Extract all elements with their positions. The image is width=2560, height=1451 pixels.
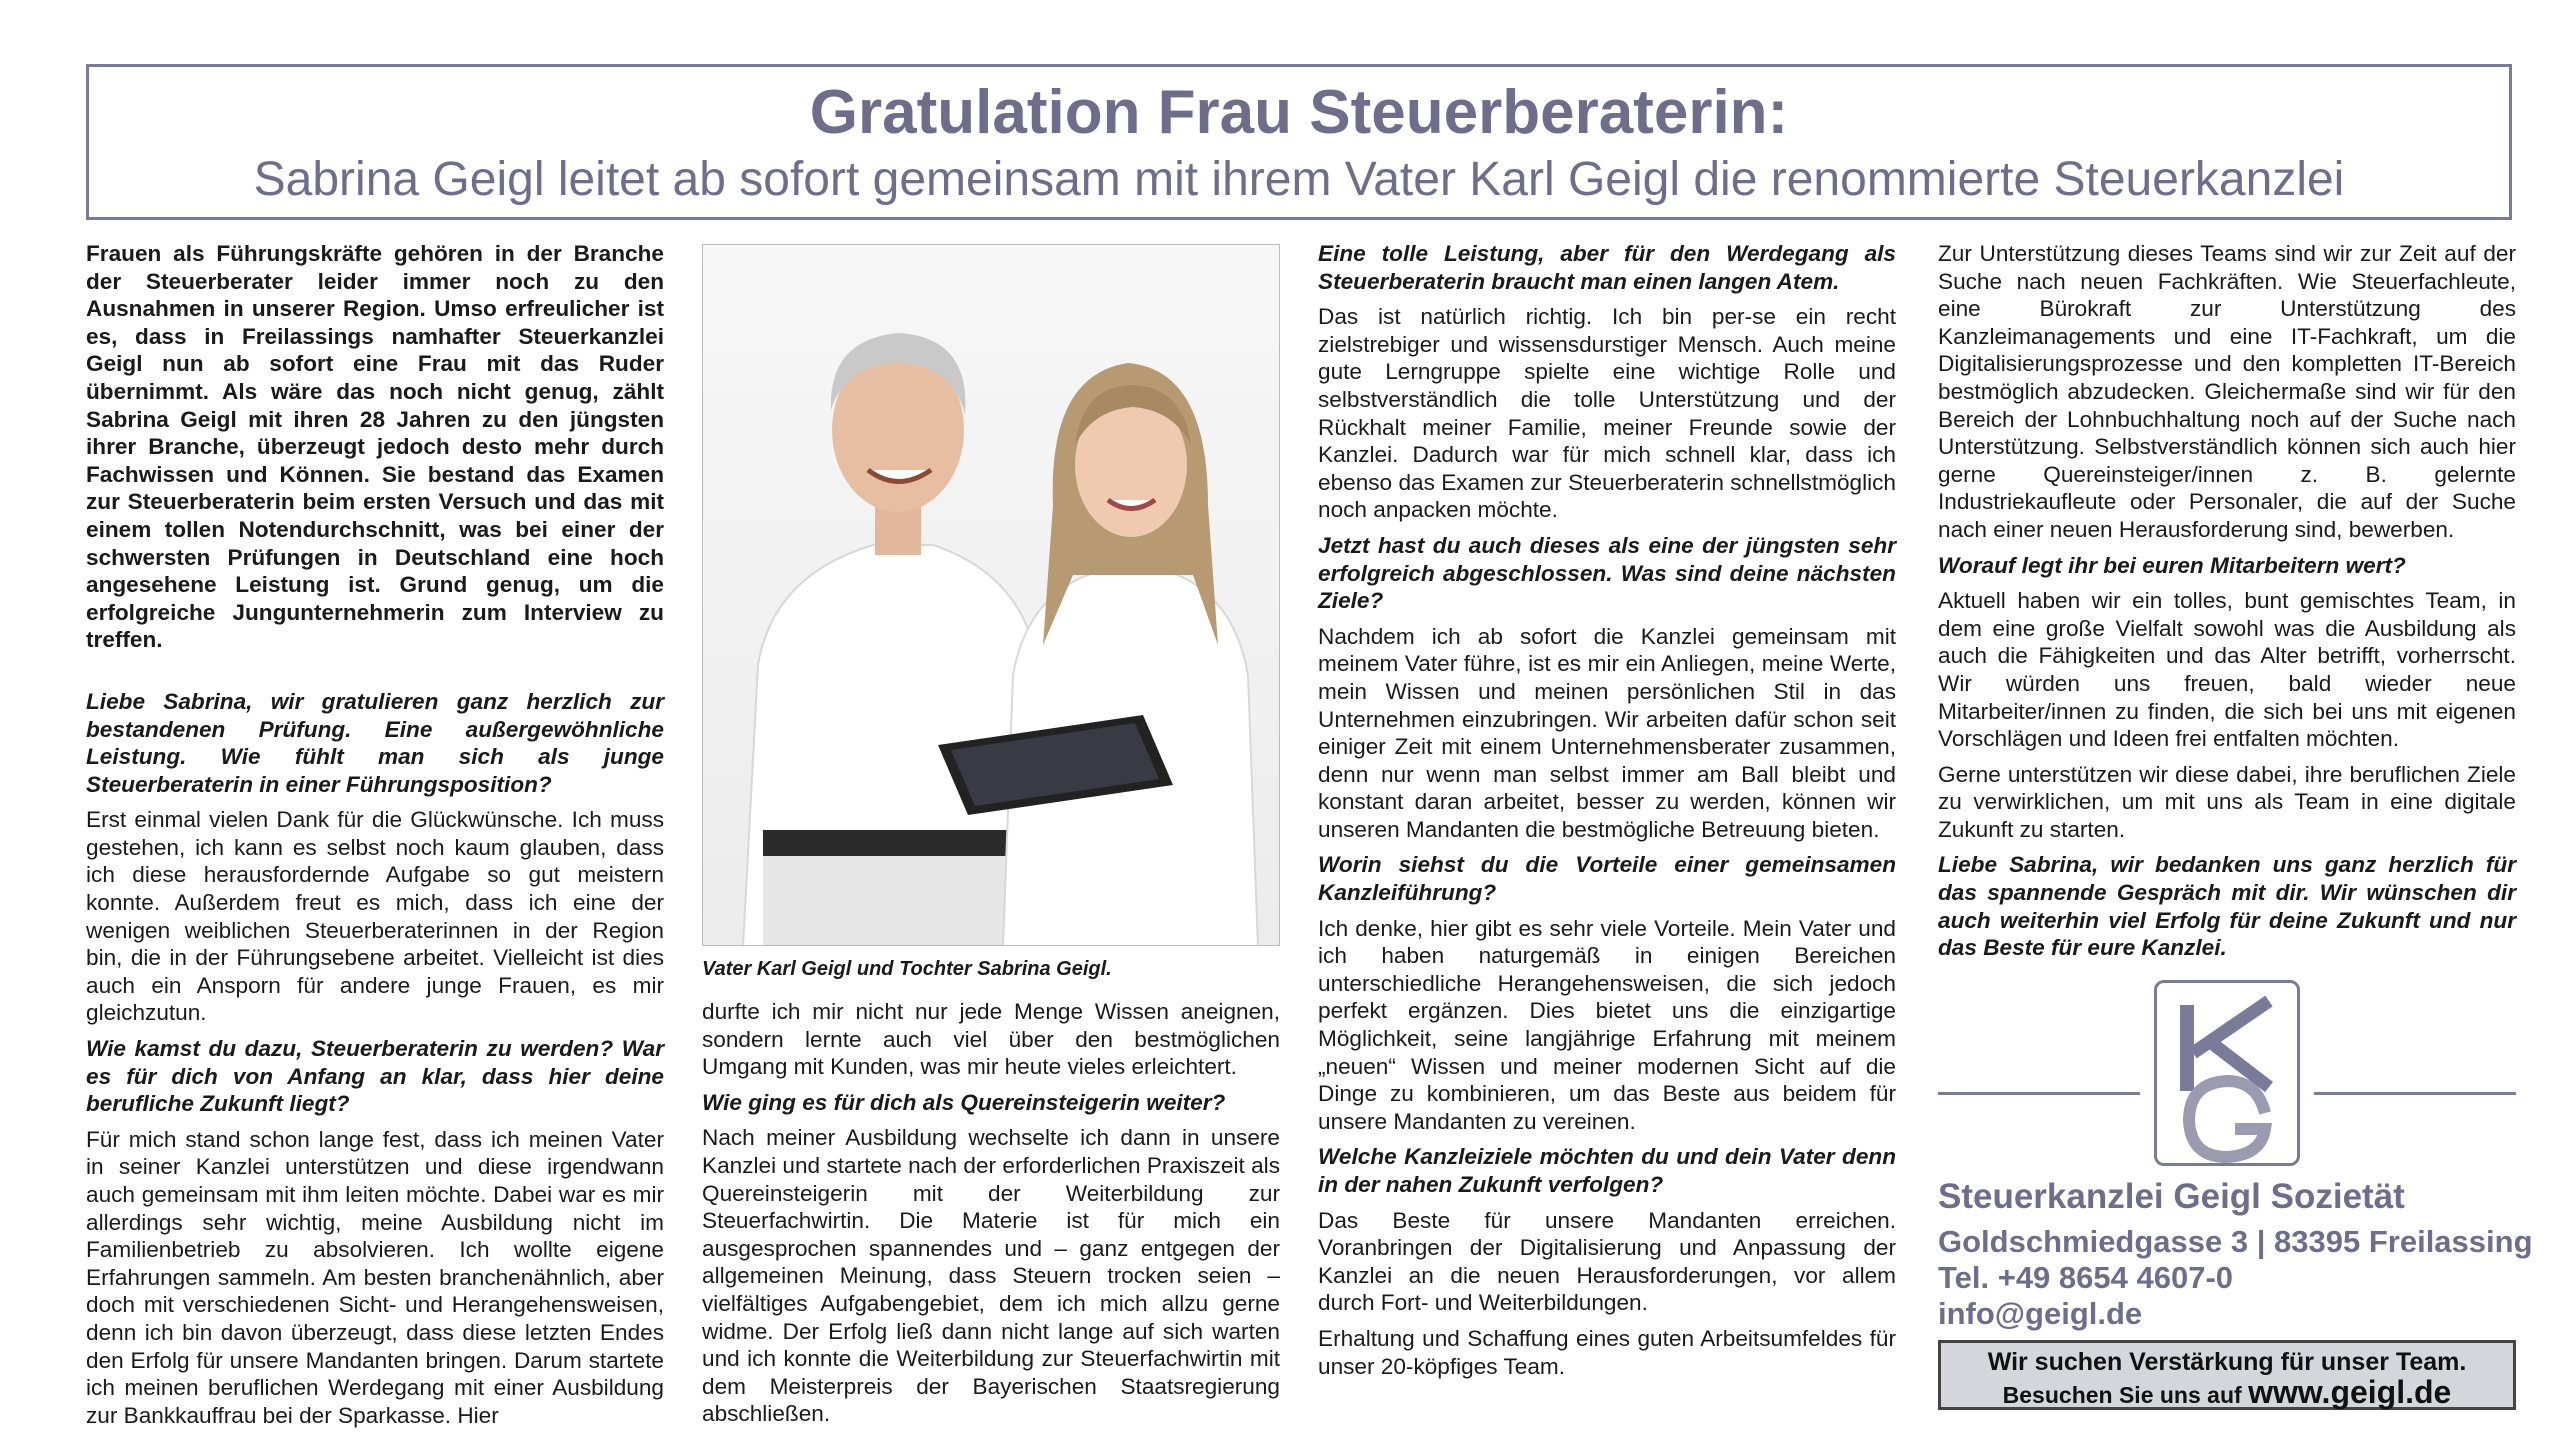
- interview-question: Worauf legt ihr bei euren Mitarbeitern wert?: [1938, 552, 2406, 578]
- interview-question: Eine tolle Leistung, aber für den Werdegang als Steuerberaterin braucht man einen langen Atem.: [1318, 241, 1896, 294]
- article-subtitle: Sabrina Geigl leitet ab sofort gemeinsam mit ihrem Vater Karl Geigl die renommierte Steuerkanzlei: [253, 153, 2345, 206]
- interview-question: Wie kamst du dazu, Steuerberaterin zu werden? War es für dich von Anfang an klar, dass hier deine berufliche Zukunft liegt?: [86, 1036, 664, 1117]
- interview-answer: Gerne unterstützen wir diese dabei, ihre beruflichen Ziele zu verwirklichen, um mit uns als Team in eine digitale Zukunft zu starten.: [1938, 761, 2516, 842]
- interview-answer: Ich denke, hier gibt es sehr viele Vorteile. Mein Vater und ich haben naturgemäß in einigen Bereichen unterschiedliche Herangehensweisen, die sich jedoch perfekt ergänzen. Dies bietet uns die einzigartige Möglichkeit, seine langjährige Erfahrung mit meinem „neuen“ Wissen und meiner modernen Sicht auf die Dinge zu kombinieren, um das Beste aus beidem für unsere Mandanten zu vereinen.: [1318, 915, 1896, 1134]
- logo-divider-right: [2314, 1092, 2516, 1095]
- interview-answer: Erhaltung und Schaffung eines guten Arbeitsumfeldes für unser 20-köpfiges Team.: [1318, 1325, 1896, 1379]
- interview-answer: Zur Unterstützung dieses Teams sind wir zur Zeit auf der Suche nach neuen Fachkräften. Wie Steuerfachleute, eine Bürokraft zur Unterstützung des Kanzleimanagements und eine IT-Fachkraft, um die Digitalisierungsprozesse und den kompletten IT-Bereich bestmöglich abzudecken. Gleichermaße sind wir für den Bereich der Lohnbuchhaltung noch auf der Suche nach Unterstützung. Selbstverständlich können sich auch hier gerne Quereinsteiger/innen z. B. gelernte Industriekaufleute oder Personaler, die auf der Suche nach einer neuen Herausforderung sind, bewerben.: [1938, 241, 2516, 542]
- interview-answer: Aktuell haben wir ein tolles, bunt gemischtes Team, in dem eine große Vielfalt sowohl was die Ausbildung als auch die Fähigkeiten und das Alter betrifft, vorherrscht. Wir würden uns freuen, bald wieder neue Mitarbeiter/innen zu finden, die sich bei uns mit eigenen Vorschlägen und Ideen frei entfalten möchten.: [1938, 588, 2516, 752]
- column-4: [1938, 240, 2516, 970]
- portrait-illustration: [703, 245, 1280, 946]
- interview-question: Worin siehst du die Vorteile einer gemeinsamen Kanzleiführung?: [1318, 852, 1896, 906]
- interview-answer: Nachdem ich ab sofort die Kanzlei gemeinsam mit meinem Vater führe, ist es mir ein Anliegen, meine Werte, mein Wissen und meinen persönlichen Stil in das Unternehmen einzubringen. Wir arbeiten dafür schon seit einiger Zeit mit einem Unternehmensberater zusammen, denn nur wenn man selbst immer am Ball bleibt und konstant daran arbeitet, besser zu werden, können wir unseren Mandanten die bestmögliche Betreuung bieten.: [1318, 623, 1896, 842]
- photo-caption: Vater Karl Geigl und Tochter Sabrina Geigl.: [702, 958, 1112, 980]
- interview-answer: durfte ich mir nicht nur jede Menge Wissen aneignen, sondern lernte auch viel über den bestmöglichen Umgang mit Kunden, was mir heute vieles erleichtert.: [702, 999, 1280, 1080]
- recruiting-banner: [1938, 1340, 2516, 1410]
- firm-name: Steuerkanzlei Geigl Sozietät: [1938, 1177, 2405, 1216]
- article-header: [86, 64, 2512, 220]
- interview-question: Jetzt hast du auch dieses als eine der jüngsten sehr erfolgreich abgeschlossen. Was sind deine nächsten Ziele?: [1318, 532, 1896, 614]
- banner-headline: Wir suchen Verstärkung für unser Team.: [1987, 1348, 2467, 1376]
- lead-paragraph: Frauen als Führungskräfte gehören in der Branche der Steuerberater leider immer noch zu den Ausnahmen in unserer Region. Umso erfreulicher ist es, dass in Freilassings namhafter Steuerkanzlei Geigl nun ab sofort eine Frau mit das Ruder übernimmt. Als wäre das noch nicht genug, zählt Sabrina Geigl mit ihren 28 Jahren zu den jüngsten ihrer Branche, überzeugt jedoch desto mehr durch Fachwissen und Können. Sie bestand das Examen zur Steuerberaterin beim ersten Versuch und das mit einem tollen Notendurchschnitt, was bei einer der schwersten Prüfungen in Deutschland eine hoch angesehene Leistung ist. Grund genug, um die erfolgreiche Jungunternehmerin zum Interview zu treffen.: [86, 241, 664, 653]
- kg-monogram-icon: [2157, 983, 2297, 1163]
- column-1: [86, 240, 664, 1437]
- firm-address: Goldschmiedgasse 3 | 83395 Freilassing: [1938, 1224, 2533, 1259]
- logo-divider-left: [1938, 1092, 2140, 1095]
- article-title: Gratulation Frau Steuerberaterin:: [809, 78, 1789, 147]
- banner-subline: [1941, 1374, 2513, 1410]
- interview-answer: Für mich stand schon lange fest, dass ich meinen Vater in seiner Kanzlei unterstützen und diese irgendwann auch gemeinsam mit ihm leiten möchte. Dabei war es mir allerdings sehr wichtig, meine Ausbildung nicht im Familienbetrieb zu absolvieren. Ich wollte eigene Erfahrungen sammeln. Am besten branchenähnlich, aber doch mit verschiedenen Sicht- und Herangehensweisen, denn ich bin davon überzeugt, dass diese letzten Endes den Erfolg für unsere Mandanten bringen. Darum startete ich meinen beruflichen Werdegang mit einer Ausbildung zur Bankkauffrau bei der Sparkasse. Hier: [86, 1126, 664, 1428]
- interview-answer: Das ist natürlich richtig. Ich bin per-se ein recht zielstrebiger und wissensdurstiger Mensch. Auch meine gute Lerngruppe spielte eine wichtige Rolle und selbstverständlich die tolle Unterstützung und der Rückhalt meiner Familie, meiner Freunde sowie der Kanzlei. Dadurch war für mich schnell klar, dass ich ebenso das Examen zur Steuerberaterin schnellstmöglich noch anpacken möchte.: [1318, 304, 1896, 523]
- website-link[interactable]: www.geigl.de: [2248, 1374, 2452, 1410]
- interview-answer: Nach meiner Ausbildung wechselte ich dann in unsere Kanzlei und startete nach der erforderlichen Praxiszeit als Quereinsteigerin mit der Weiterbildung zur Steuerfachwirtin. Die Materie ist für mich ein ausgesprochen spannendes und – ganz entgegen der allgemeinen Meinung, dass Steuern trocken seien – vielfältiges Aufgabengebiet, dem ich mich allzu gerne widme. Der Erfolg ließ dann nicht lange auf sich warten und ich konnte die Weiterbildung zur Steuerfachwirtin mit dem Meisterpreis der Bayerischen Staatsregierung abschließen.: [702, 1125, 1280, 1427]
- interview-answer: Das Beste für unsere Mandanten erreichen. Voranbringen der Digitalisierung und Anpassung der Kanzlei an die neuen Herausforderungen, vor allem durch Fort- und Weiterbildungen.: [1318, 1207, 1896, 1316]
- kanzlei-logo: [2154, 980, 2300, 1166]
- banner-visit-text: Besuchen Sie uns auf: [2002, 1382, 2242, 1408]
- portrait-photo: [702, 244, 1280, 946]
- interview-question: Liebe Sabrina, wir gratulieren ganz herzlich zur bestandenen Prüfung. Eine außergewöhnliche Leistung. Wie fühlt man sich als junge Steuerberaterin in einer Führungsposition?: [86, 688, 664, 797]
- interview-question: Welche Kanzleiziele möchten du und dein Vater denn in der nahen Zukunft verfolgen?: [1318, 1144, 1896, 1197]
- interview-question: Wie ging es für dich als Quereinsteigerin weiter?: [702, 1089, 1226, 1115]
- interview-answer: Erst einmal vielen Dank für die Glückwünsche. Ich muss gestehen, ich kann es selbst noch kaum glauben, dass ich diese herausfordernde Aufgabe so gut meistern konnte. Außerdem freut es mich, dass ich eine der wenigen weiblichen Steuerberaterinnen in der Region bin, die in der Führungsebene arbeitet. Vielleicht ist dies auch ein Ansporn für andere junge Frauen, es mir gleichzutun.: [86, 807, 664, 1026]
- column-3: [1318, 240, 1896, 1388]
- firm-email[interactable]: info@geigl.de: [1938, 1296, 2143, 1331]
- column-2: [702, 998, 1280, 1436]
- closing-remark: Liebe Sabrina, wir bedanken uns ganz herzlich für das spannende Gespräch mit dir. Wir wünschen dir auch weiterhin viel Erfolg für deine Zukunft und nur das Beste für eure Kanzlei.: [1938, 852, 2516, 961]
- firm-phone: Tel. +49 8654 4607-0: [1938, 1260, 2234, 1295]
